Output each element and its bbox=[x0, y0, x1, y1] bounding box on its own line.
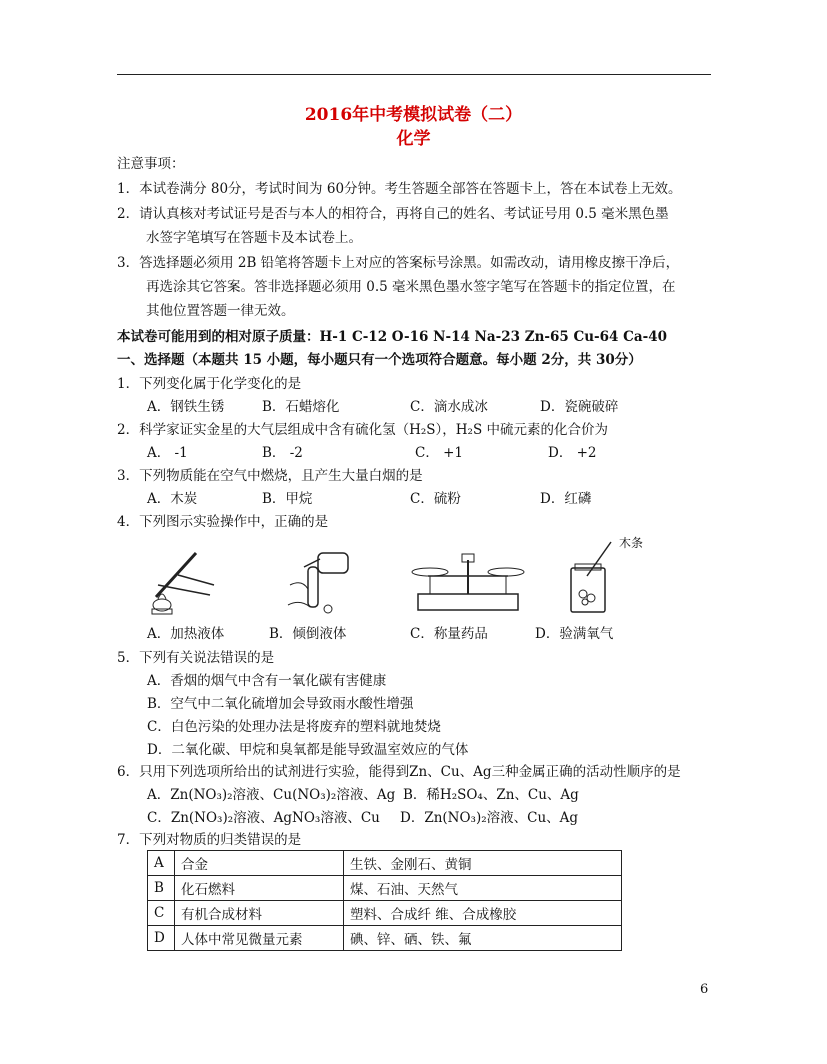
page-number: 6 bbox=[700, 982, 709, 997]
note-3b: 再选涂其它答案。答非选择题必须用 0.5 毫米黑色墨水签字笔写在答题卡的指定位置，在 bbox=[146, 279, 676, 295]
heating-liquid-figure bbox=[148, 545, 218, 617]
q6-option-a: A．Zn(NO₃)₂溶液、Cu(NO₃)₂溶液、Ag bbox=[147, 787, 396, 803]
question-6-stem: 6．只用下列选项所给出的试剂进行实验，能得到Zn、Cu、Ag三种金属正确的活动性顺序的是 bbox=[117, 764, 681, 780]
atomic-masses: 本试卷可能用到的相对原子质量：H-1 C-12 O-16 N-14 Na-23 Zn-65 Cu-64 Ca-40 bbox=[117, 329, 668, 345]
note-2a: 2．请认真核对考试证号是否与本人的相符合，再将自己的姓名、考试证号用 0.5 毫米黑色墨 bbox=[117, 206, 669, 222]
q4-option-d: D．验满氧气 bbox=[535, 626, 614, 642]
table-cell: 人体中常见微量元素 bbox=[175, 926, 344, 951]
section-heading: 一、选择题（本题共 15 小题，每小题只有一个选项符合题意。每小题 2分，共 30分） bbox=[117, 352, 642, 368]
table-cell: C bbox=[148, 901, 175, 926]
question-5-stem: 5．下列有关说法错误的是 bbox=[117, 650, 275, 666]
q5-option-d: D．二氧化碳、甲烷和臭氧都是能导致温室效应的气体 bbox=[147, 742, 469, 758]
table-cell: B bbox=[148, 876, 175, 901]
note-2b: 水签字笔填写在答题卡及本试卷上。 bbox=[146, 230, 362, 246]
table-cell: 合金 bbox=[175, 851, 344, 876]
notes-heading: 注意事项： bbox=[117, 156, 185, 172]
question-3-stem: 3．下列物质能在空气中燃烧，且产生大量白烟的是 bbox=[117, 468, 423, 484]
q6-option-c: C．Zn(NO₃)₂溶液、AgNO₃溶液、Cu bbox=[147, 810, 380, 826]
q1-option-c: C．滴水成冰 bbox=[410, 399, 488, 415]
note-3a: 3．答选择题必须用 2B 铅笔将答题卡上对应的答案标号涂黑。如需改动，请用橡皮擦干净后， bbox=[117, 255, 680, 271]
q1-option-b: B．石蜡熔化 bbox=[262, 399, 340, 415]
table-cell: A bbox=[148, 851, 175, 876]
q3-option-d: D．红磷 bbox=[540, 491, 592, 507]
q4-option-c: C．称量药品 bbox=[410, 626, 488, 642]
table-cell: D bbox=[148, 926, 175, 951]
note-1: 1．本试卷满分 80分，考试时间为 60分钟。考生答题全部答在答题卡上，答在本试卷上无效。 bbox=[117, 181, 682, 197]
q5-option-b: B．空气中二氧化硫增加会导致雨水酸性增强 bbox=[147, 696, 414, 712]
table-cell: 有机合成材料 bbox=[175, 901, 344, 926]
q5-option-a: A．香烟的烟气中含有一氧化碳有害健康 bbox=[147, 673, 387, 689]
q3-option-a: A．木炭 bbox=[147, 491, 198, 507]
table-row bbox=[148, 851, 622, 876]
question-1-stem: 1．下列变化属于化学变化的是 bbox=[117, 376, 302, 392]
table-cell: 碘、锌、硒、铁、氟 bbox=[344, 926, 622, 951]
note-3c: 其他位置答题一律无效。 bbox=[146, 303, 295, 319]
exam-title: 2016年中考模拟试卷（二） bbox=[304, 105, 523, 125]
wood-stick-label: 木条 bbox=[619, 536, 644, 550]
classification-table bbox=[147, 850, 622, 951]
question-7-stem: 7．下列对物质的归类错误的是 bbox=[117, 832, 302, 848]
q5-option-c: C．白色污染的处理办法是将废弃的塑料就地焚烧 bbox=[147, 719, 441, 735]
exam-subject: 化学 bbox=[396, 129, 431, 149]
q3-option-c: C．硫粉 bbox=[410, 491, 461, 507]
oxygen-test-figure bbox=[565, 538, 615, 616]
q3-option-b: B．甲烷 bbox=[262, 491, 313, 507]
q2-option-c: C． +1 bbox=[415, 445, 464, 461]
table-cell: 生铁、金刚石、黄铜 bbox=[344, 851, 622, 876]
q1-option-d: D．瓷碗破碎 bbox=[540, 399, 619, 415]
table-cell: 化石燃料 bbox=[175, 876, 344, 901]
pouring-liquid-figure bbox=[282, 545, 354, 617]
question-4-stem: 4．下列图示实验操作中，正确的是 bbox=[117, 514, 329, 530]
q6-option-b: B．稀H₂SO₄、Zn、Cu、Ag bbox=[403, 787, 579, 803]
question-2-stem: 2．科学家证实金星的大气层组成中含有硫化氢（H₂S），H₂S 中硫元素的化合价为 bbox=[117, 422, 608, 438]
q1-option-a: A．钢铁生锈 bbox=[147, 399, 225, 415]
q2-option-d: D． +2 bbox=[548, 445, 597, 461]
balance-figure bbox=[408, 548, 528, 618]
q2-option-b: B． -2 bbox=[262, 445, 303, 461]
q6-option-d: D．Zn(NO₃)₂溶液、Cu、Ag bbox=[400, 810, 579, 826]
header-rule bbox=[117, 74, 711, 75]
table-cell: 煤、石油、天然气 bbox=[344, 876, 622, 901]
q4-option-b: B．倾倒液体 bbox=[269, 626, 347, 642]
table-cell: 塑料、合成纤 维、合成橡胶 bbox=[344, 901, 622, 926]
table-row bbox=[148, 926, 622, 951]
table-row bbox=[148, 901, 622, 926]
table-row bbox=[148, 876, 622, 901]
q2-option-a: A． -1 bbox=[147, 445, 188, 461]
q4-option-a: A．加热液体 bbox=[147, 626, 225, 642]
